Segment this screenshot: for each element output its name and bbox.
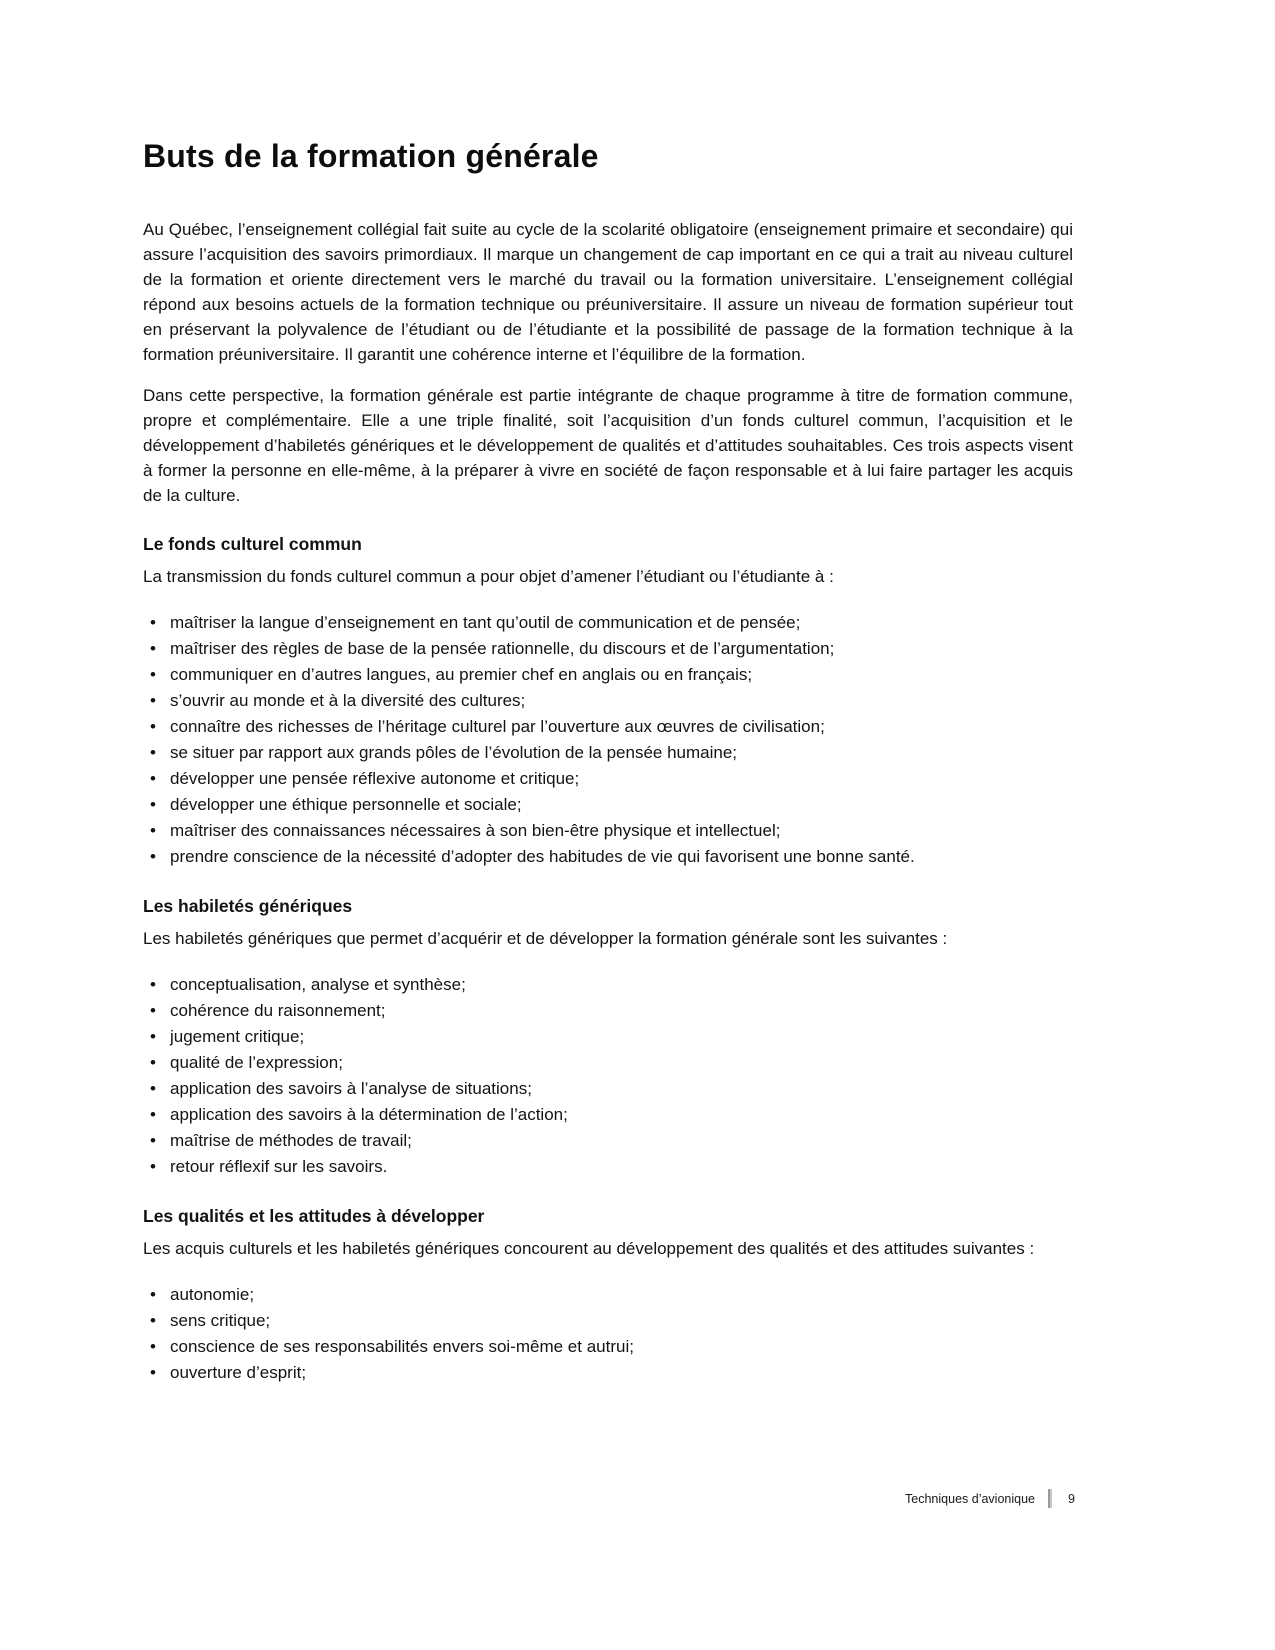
paragraph-intro-1: Au Québec, l’enseignement collégial fait suite au cycle de la scolarité obligatoire (enseignement primaire et secondaire) qui assure l’acquisition des savoirs primordiaux. Il marque un changement de cap important en ce qui a trait au niveau culturel de la formation et oriente directement vers le marché du travail ou la formation universitaire. L’enseignement collégial répond aux besoins actuels de la formation technique ou préuniversitaire. Il assure un niveau de formation supérieur tout en préservant la polyvalence de l’étudiant ou de l’étudiante et la possibilité de passage de la formation technique à la formation préuniversitaire. Il garantit une cohérence interne et l’équilibre de la formation. (143, 220, 1073, 364)
page-title: Buts de la formation générale (143, 138, 599, 174)
list-item: • prendre conscience de la nécessité d’adopter des habitudes de vie qui favorisent une bonne santé. (143, 844, 1073, 870)
footer-divider (1048, 1489, 1052, 1508)
list-item: • maîtriser des connaissances nécessaires à son bien-être physique et intellectuel; (143, 818, 1073, 844)
list-item: • conscience de ses responsabilités envers soi-même et autrui; (143, 1334, 1073, 1360)
section-intro: Les habiletés génériques que permet d’acquérir et de développer la formation générale sont les suivantes : (143, 929, 948, 948)
bullet-list (143, 610, 1073, 870)
list-item: • conceptualisation, analyse et synthèse; (143, 972, 1073, 998)
section-intro: Les acquis culturels et les habiletés génériques concourent au développement des qualités et des attitudes suivantes : (143, 1239, 1035, 1258)
section-heading: Les habiletés génériques (143, 896, 353, 916)
list-item: • communiquer en d’autres langues, au premier chef en anglais ou en français; (143, 662, 1073, 688)
bullet-list (143, 972, 1073, 1180)
list-item: • application des savoirs à la détermination de l’action; (143, 1102, 1073, 1128)
list-item: • s’ouvrir au monde et à la diversité des cultures; (143, 688, 1073, 714)
list-item: • cohérence du raisonnement; (143, 998, 1073, 1024)
section-fonds-culturel-commun (143, 534, 1073, 870)
list-item: • connaître des richesses de l’héritage culturel par l’ouverture aux œuvres de civilisation; (143, 714, 1073, 740)
list-item: • développer une pensée réflexive autonome et critique; (143, 766, 1073, 792)
footer-page-number: 9 (1068, 1491, 1075, 1506)
section-habiletes-generiques (143, 896, 1073, 1180)
page-footer (905, 1489, 1075, 1508)
list-item: • maîtrise de méthodes de travail; (143, 1128, 1073, 1154)
list-item: • jugement critique; (143, 1024, 1073, 1050)
footer-program-label: Techniques d’avionique (905, 1491, 1035, 1506)
list-item: • autonomie; (143, 1282, 1073, 1308)
section-intro: La transmission du fonds culturel commun a pour objet d’amener l’étudiant ou l’étudiante à : (143, 567, 834, 586)
list-item: • ouverture d’esprit; (143, 1360, 1073, 1386)
list-item: • qualité de l’expression; (143, 1050, 1073, 1076)
list-item: • se situer par rapport aux grands pôles de l’évolution de la pensée humaine; (143, 740, 1073, 766)
section-qualites-attitudes (143, 1206, 1073, 1386)
document-content (143, 138, 1073, 1400)
paragraph-intro-2: Dans cette perspective, la formation générale est partie intégrante de chaque programme à titre de formation commune, propre et complémentaire. Elle a une triple finalité, soit l’acquisition d’un fonds culturel commun, l’acquisition et le développement d’habiletés génériques et le développement de qualités et d’attitudes souhaitables. Ces trois aspects visent à former la personne en elle-même, à la préparer à vivre en société de façon responsable et à lui faire partager les acquis de la culture. (143, 386, 1073, 505)
list-item: • maîtriser la langue d’enseignement en tant qu’outil de communication et de pensée; (143, 610, 1073, 636)
section-heading: Le fonds culturel commun (143, 534, 362, 554)
list-item: • maîtriser des règles de base de la pensée rationnelle, du discours et de l’argumentation; (143, 636, 1073, 662)
list-item: • développer une éthique personnelle et sociale; (143, 792, 1073, 818)
list-item: • application des savoirs à l’analyse de situations; (143, 1076, 1073, 1102)
bullet-list (143, 1282, 1073, 1386)
section-heading: Les qualités et les attitudes à développer (143, 1206, 485, 1226)
list-item: • retour réflexif sur les savoirs. (143, 1154, 1073, 1180)
list-item: • sens critique; (143, 1308, 1073, 1334)
